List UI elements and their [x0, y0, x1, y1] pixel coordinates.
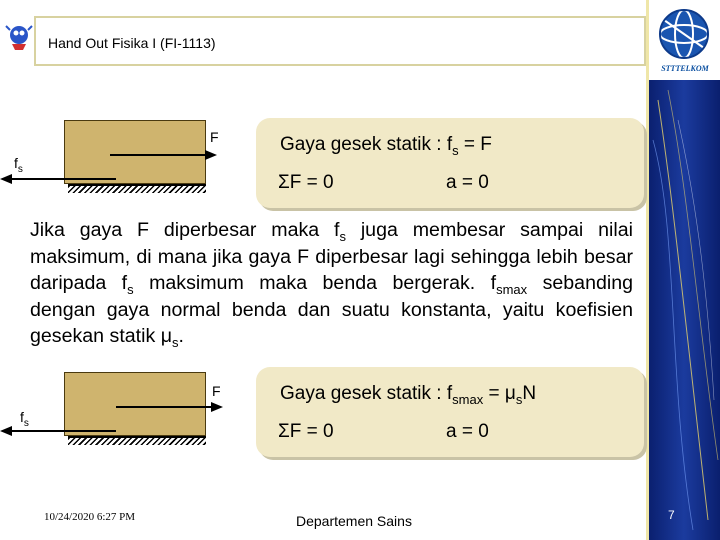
friction-diagram-2: [0, 362, 250, 442]
side-decoration-strip: [648, 0, 720, 540]
explanation-paragraph: Jika gaya F diperbesar maka $f_s$ juga membesar sampai nilai maksimum, di mana jika gaya F diperbesar lagi sehingga lebih besar daripada $f_s$ maksimum maka benda bergerak. $f_{smax}$ sebanding dengan gaya normal benda dan suatu konstanta, yaitu koefisien gesekan statik $\mu_s$.: [30, 219, 634, 350]
static-friction-box-1: [256, 118, 644, 208]
force-label: F: [212, 383, 221, 399]
friction-arrowhead-icon: [0, 426, 12, 436]
box2-equation: Gaya gesek statik : $f_{smax} = \mu_sN$: [280, 383, 537, 407]
mascot-logo-icon: [4, 22, 34, 52]
floor-hatch: [68, 438, 206, 445]
page-number: 7: [668, 508, 675, 522]
box1-net-force: ΣF = 0: [278, 172, 334, 193]
friction-arrow: [12, 178, 116, 180]
force-arrowhead-icon: [205, 150, 217, 160]
static-friction-box-2: [256, 367, 644, 457]
vertical-divider: [646, 0, 649, 540]
footer-date: 10/24/2020 6:27 PM: [44, 511, 136, 523]
box2-net-force: ΣF = 0: [278, 421, 334, 442]
header-title: Hand Out Fisika I (FI-1113): [48, 35, 216, 51]
friction-arrow: [12, 430, 116, 432]
box1-equation: Gaya gesek statik : $f_s = F$: [280, 134, 492, 158]
friction-arrowhead-icon: [0, 174, 12, 184]
force-label: F: [210, 129, 219, 145]
force-arrow: [110, 154, 206, 156]
header-box: [34, 16, 646, 66]
force-arrow: [116, 406, 212, 408]
institute-name: STTTELKOM: [661, 64, 709, 73]
block: [64, 372, 206, 436]
box1-acceleration: a = 0: [446, 172, 489, 193]
block: [64, 120, 206, 184]
footer-department: Departemen Sains: [296, 513, 412, 529]
floor-hatch: [68, 186, 206, 193]
friction-label: $f_s$: [14, 155, 23, 175]
force-arrowhead-icon: [211, 402, 223, 412]
friction-diagram-1: [0, 110, 250, 190]
friction-label: $f_s$: [20, 409, 29, 429]
box2-acceleration: a = 0: [446, 421, 489, 442]
